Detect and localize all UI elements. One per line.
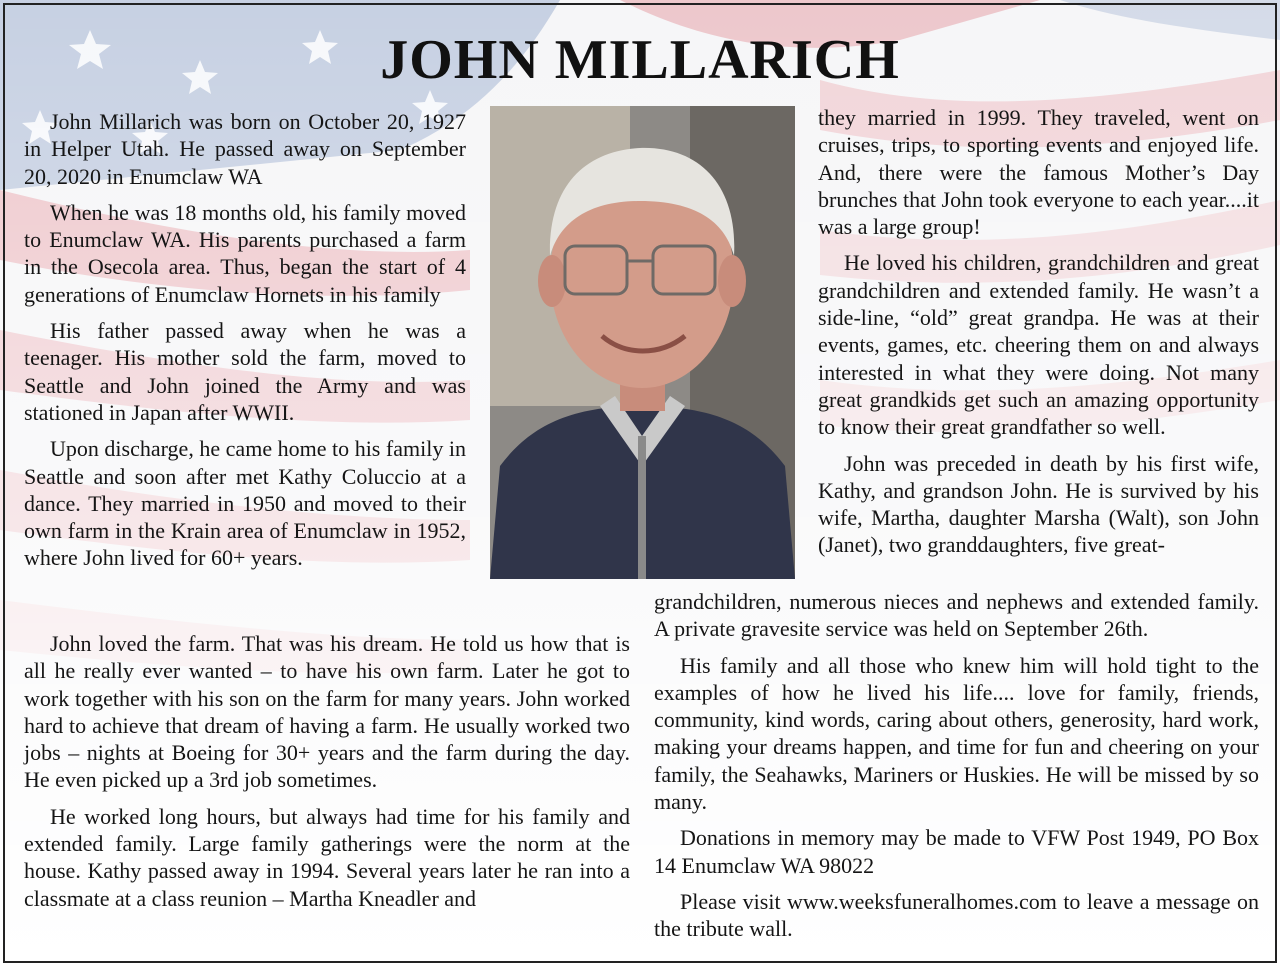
- paragraph-survivors-continued: grandchildren, numerous nieces and nephews and extended family. A private gravesite service was held on September 26th.: [654, 589, 1259, 642]
- page-title: JOHN MILLARICH: [380, 29, 900, 91]
- left-column-bottom: [24, 630, 630, 921]
- portrait-photo: [490, 106, 795, 579]
- paragraph-donations: Donations in memory may be made to VFW Post 1949, PO Box 14 Enumclaw WA 98022: [654, 825, 1259, 878]
- paragraph-discharge: Upon discharge, he came home to his family in Seattle and soon after met Kathy Coluccio at a dance. They married in 1950 and moved to their own farm in the Krain area of Enumclaw in 1952, where John lived for 60+ years.: [24, 436, 466, 571]
- left-column-top: [24, 108, 466, 581]
- paragraph-family-love: He loved his children, grandchildren and great grandchildren and extended family. He wasn’t a side-line, “old” great grandpa. He was at their events, games, etc. cheering them on and always interested in what they were doing. Not many great grandkids get such an amazing opportunity to know their great grandfather so well.: [818, 250, 1259, 440]
- right-column-bottom: [654, 588, 1259, 952]
- portrait-photo-image: [490, 106, 795, 579]
- paragraph-marriage-continued: they married in 1999. They traveled, went on cruises, trips, to sporting events and enjoyed life. And, there were the famous Mother’s Day brunches that John took everyone to each year....it was a large group!: [818, 105, 1259, 240]
- paragraph-gatherings: He worked long hours, but always had time for his family and extended family. Large family gatherings were the norm at the house. Kathy passed away in 1994. Several years later he ran into a classmate at a class reunion – Martha Kneadler and: [24, 803, 630, 911]
- right-column-top: [818, 104, 1259, 568]
- paragraph-birth: John Millarich was born on October 20, 1927 in Helper Utah. He passed away on September 20, 2020 in Enumclaw WA: [24, 109, 466, 189]
- paragraph-survivors: John was preceded in death by his first wife, Kathy, and grandson John. He is survived by his wife, Martha, daughter Marsha (Walt), son John (Janet), two granddaughters, five great-: [818, 450, 1259, 558]
- paragraph-father: His father passed away when he was a teenager. His mother sold the farm, moved to Seattle and John joined the Army and was stationed in Japan after WWII.: [24, 318, 466, 425]
- paragraph-tribute-wall: Please visit www.weeksfuneralhomes.com to leave a message on the tribute wall.: [654, 888, 1259, 942]
- paragraph-childhood: When he was 18 months old, his family moved to Enumclaw WA. His parents purchased a farm in the Osecola area. Thus, began the start of 4 generations of Enumclaw Hornets in his family: [24, 199, 466, 307]
- paragraph-farm: John loved the farm. That was his dream. He told us how that is all he really ever wanted – to have his own farm. Later he got to work together with his son on the farm for many years. John worked hard to achieve that dream of having a farm. He usually worked two jobs – nights at Boeing for 30+ years and the farm during the day. He even picked up a 3rd job sometimes.: [24, 631, 630, 793]
- paragraph-examples: His family and all those who knew him will hold tight to the examples of how he lived his life.... love for family, friends, community, kind words, caring about others, generosity, hard work, making your dreams happen, and time for fun and cheering on your family, the Seahawks, Mariners or Huskies. He will be missed by so many.: [654, 652, 1259, 815]
